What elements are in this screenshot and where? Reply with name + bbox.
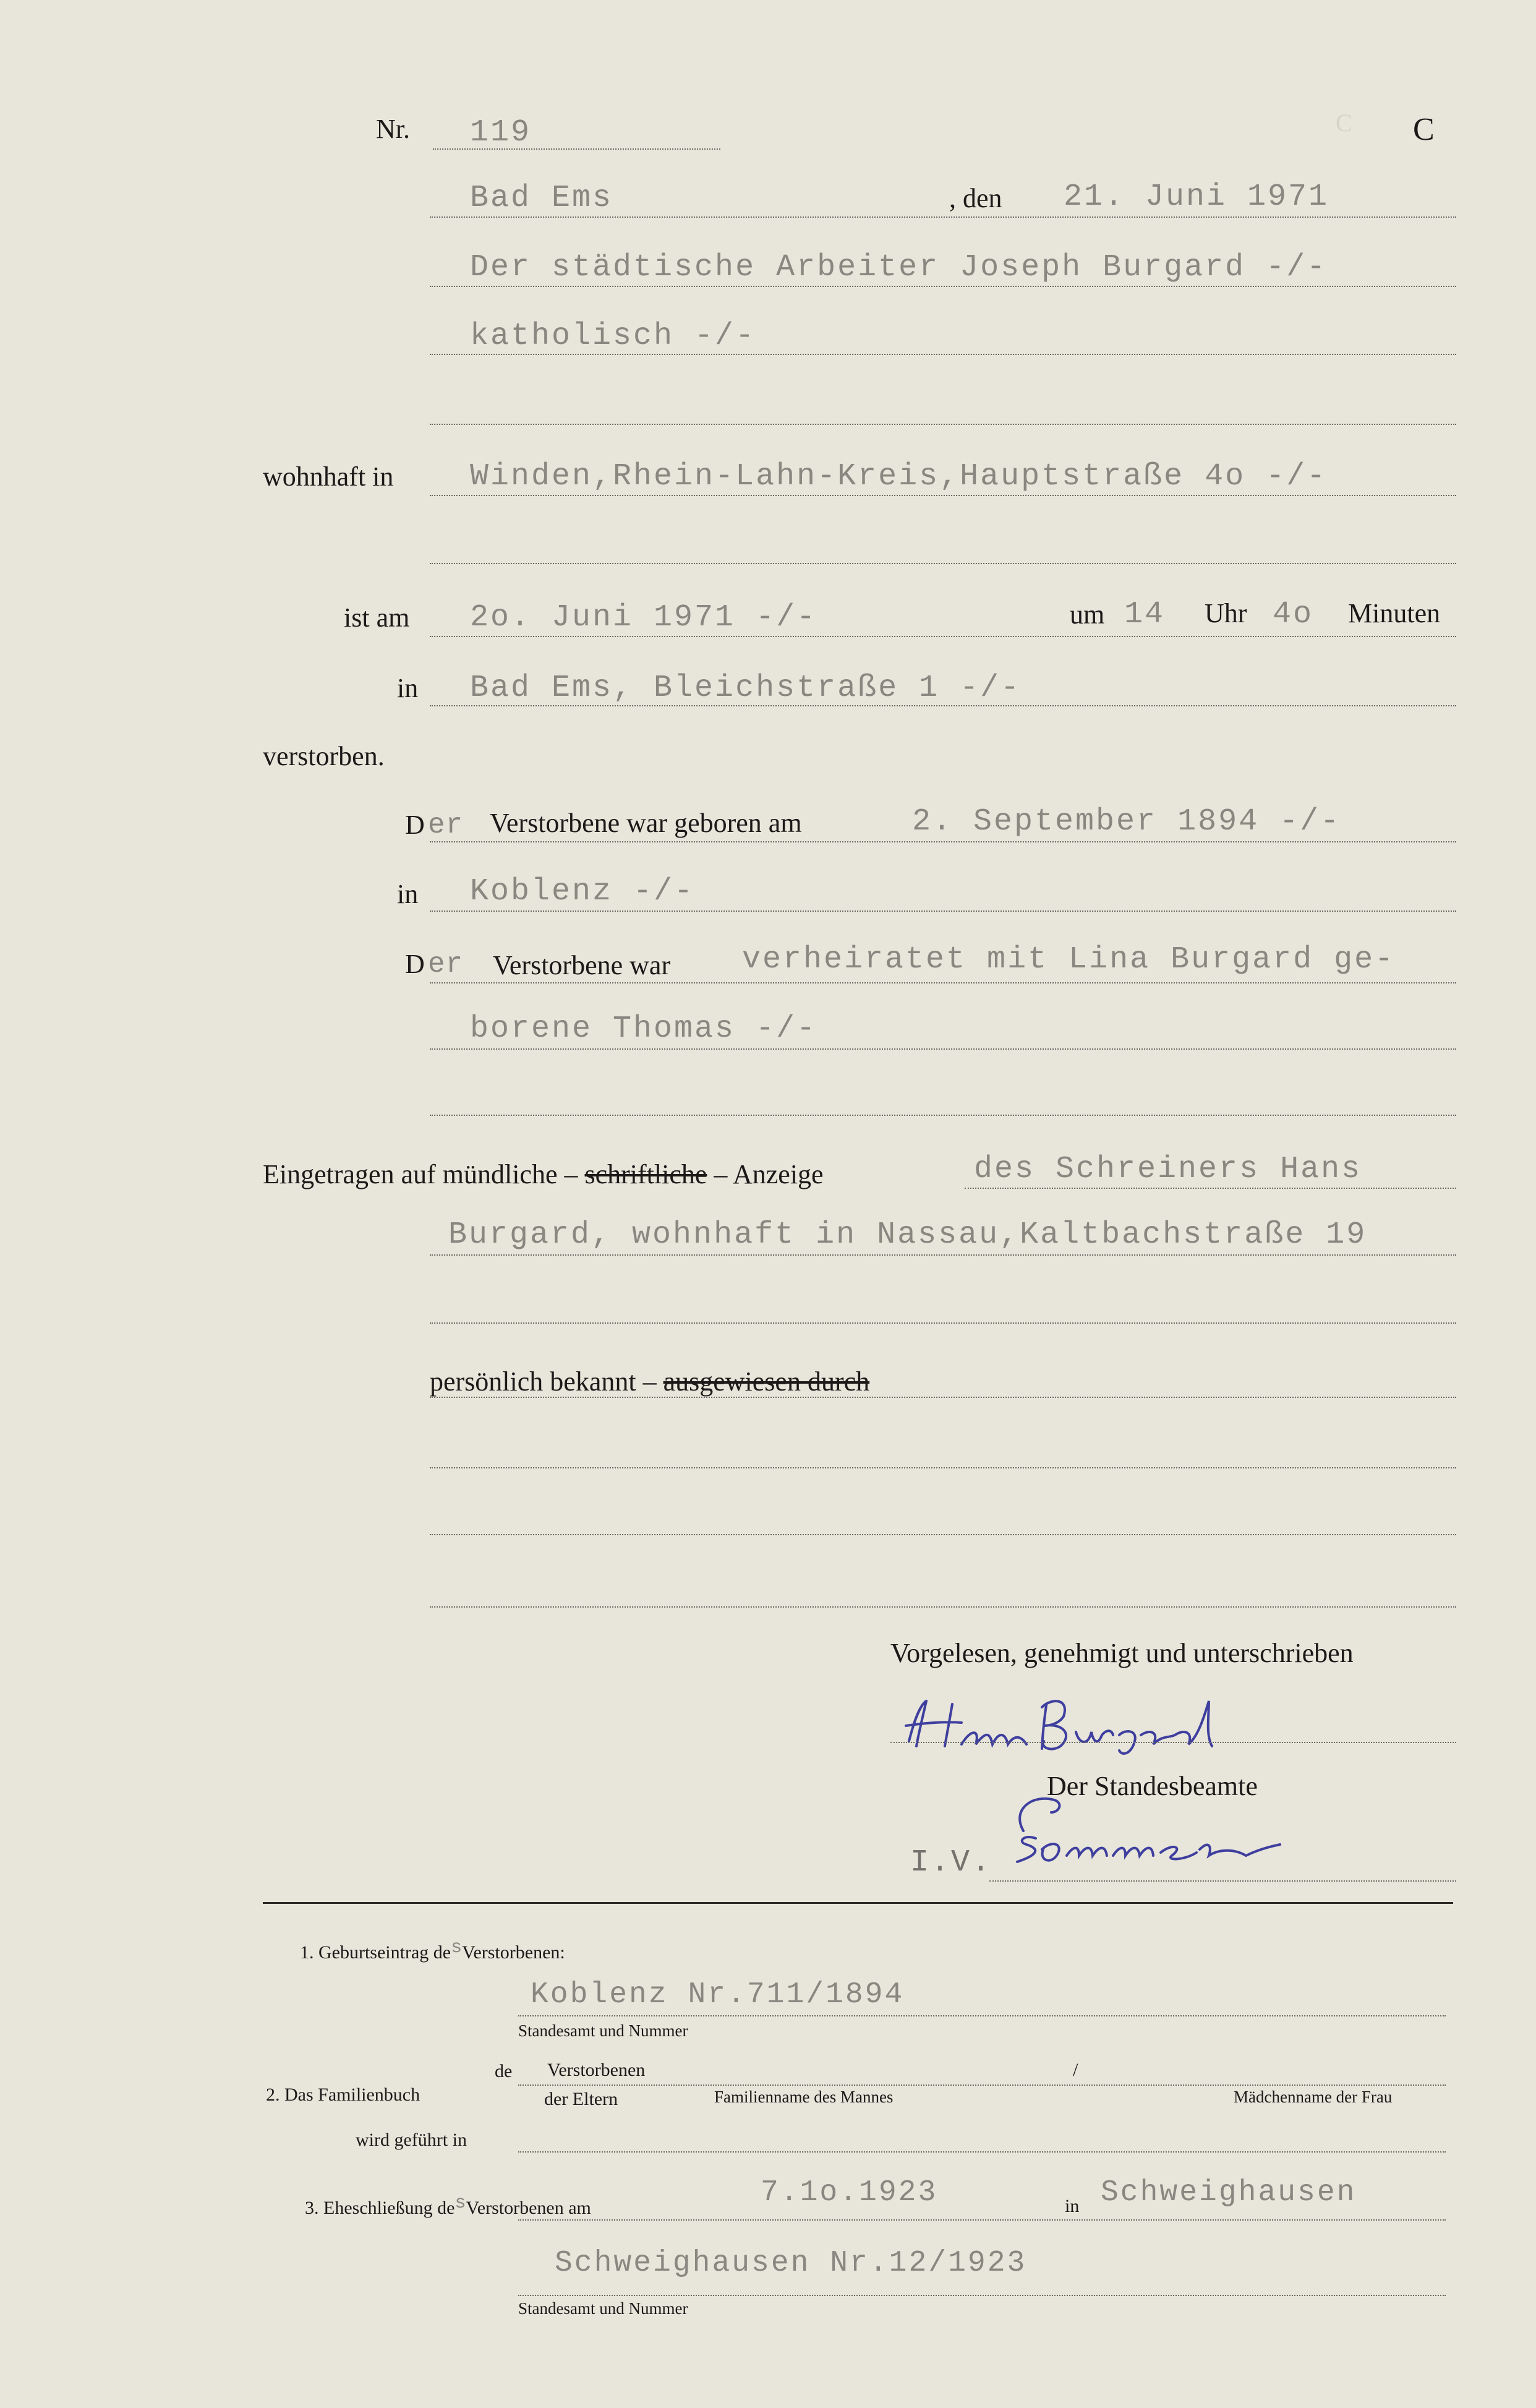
marriage-date: 7.1o.1923 xyxy=(761,2176,938,2209)
read-approved-label: Vorgelesen, genehmigt und unterschrieben xyxy=(890,1638,1354,1668)
registration-line-2-rule xyxy=(430,1254,1456,1256)
birth-entry-rule xyxy=(518,2015,1446,2016)
birth-entry-caption: Standesamt und Nummer xyxy=(518,2021,688,2040)
verstorben-label: verstorben. xyxy=(263,741,385,771)
death-hour: 14 xyxy=(1124,597,1166,632)
marital-line-2-rule xyxy=(430,1048,1456,1050)
registrar-label: Der Standesbeamte xyxy=(1047,1771,1258,1801)
section-separator xyxy=(263,1902,1453,1904)
identification-rule xyxy=(430,1397,1456,1398)
signature-hans-burgard xyxy=(903,1692,1249,1760)
registration-struck: schriftliche xyxy=(584,1159,707,1189)
section-3-label xyxy=(305,2193,591,2220)
marriage-register-rule xyxy=(518,2295,1446,2296)
section-1-label xyxy=(300,1937,565,1965)
registration-line-1-rule xyxy=(965,1188,1456,1189)
registration-line-2: Burgard, wohnhaft in Nassau,Kaltbachstraße 19 xyxy=(448,1217,1367,1253)
marriage-date-rule xyxy=(518,2219,1446,2221)
blank-rule xyxy=(430,563,1456,564)
caption-wife: Mädchenname der Frau xyxy=(1234,2088,1393,2106)
birth-label: Verstorbene war geboren am xyxy=(490,808,802,838)
nr-line xyxy=(433,148,720,150)
marriage-register-caption: Standesamt und Nummer xyxy=(518,2299,688,2318)
death-in-label: in xyxy=(397,673,419,703)
section-2-lower: der Eltern xyxy=(544,2089,618,2109)
birth-article-suffix: er xyxy=(428,809,464,841)
section-2-de: de xyxy=(495,2061,513,2081)
um-label: um xyxy=(1070,599,1105,630)
ist-am-label: ist am xyxy=(344,602,410,633)
gefuehrt-label: wird geführt in xyxy=(356,2130,467,2150)
marital-line-1-rule xyxy=(430,982,1456,983)
birth-place-rule xyxy=(430,910,1456,912)
bleed-through-text: C xyxy=(1336,109,1352,137)
section-2-upper: Verstorbenen xyxy=(547,2060,646,2080)
section-3-label-a: 3. Eheschließung de xyxy=(305,2198,455,2218)
registration-prefix: Eingetragen auf mündliche – xyxy=(263,1159,578,1189)
place-date-line xyxy=(430,216,1456,218)
birth-entry-value: Koblenz Nr.711/1894 xyxy=(531,1978,905,2012)
birth-d-prefix: D xyxy=(405,810,425,840)
signature-1-rule xyxy=(890,1742,1456,1743)
den-label: , den xyxy=(949,183,1002,213)
birth-date: 2. September 1894 -/- xyxy=(912,804,1341,839)
section-1-label-s: s xyxy=(451,1937,463,1958)
minuten-label: Minuten xyxy=(1348,598,1441,628)
death-place: Bad Ems, Bleichstraße 1 -/- xyxy=(470,671,1022,706)
blank-rule xyxy=(430,1115,1456,1116)
corner-letter: C xyxy=(1413,112,1435,147)
blank-rule xyxy=(430,424,1456,425)
nr-label: Nr. xyxy=(376,114,410,144)
uhr-label: Uhr xyxy=(1205,598,1247,628)
gefuehrt-rule xyxy=(518,2151,1446,2153)
marital-label: Verstorbene war xyxy=(493,950,671,980)
signature-1-text xyxy=(907,1709,910,1710)
caption-husband: Familienname des Mannes xyxy=(714,2088,894,2106)
section-3-label-s: s xyxy=(454,2193,466,2214)
nr-value: 119 xyxy=(470,115,532,150)
section-1-label-a: 1. Geburtseintrag de xyxy=(300,1942,451,1963)
birth-place: Koblenz -/- xyxy=(470,874,695,909)
family-book-rule xyxy=(518,2085,1446,2086)
date-value: 21. Juni 1971 xyxy=(1064,179,1329,215)
signature-2-text xyxy=(1051,1849,1053,1850)
signature-registrar xyxy=(999,1788,1394,1880)
section-1-label-b: Verstorbenen: xyxy=(462,1942,565,1963)
blank-rule xyxy=(430,1467,1456,1468)
deceased-line-1: Der städtische Arbeiter Joseph Burgard -/- xyxy=(470,250,1328,285)
registration-suffix: – Anzeige xyxy=(714,1159,824,1189)
place-value: Bad Ems xyxy=(470,181,613,216)
blank-rule xyxy=(430,1322,1456,1324)
identification-prefix: persönlich bekannt – xyxy=(430,1366,657,1397)
marriage-register: Schweighausen Nr.12/1923 xyxy=(555,2247,1027,2280)
residence-value: Winden,Rhein-Lahn-Kreis,Hauptstraße 4o -/- xyxy=(470,459,1328,494)
registration-line-1: des Schreiners Hans xyxy=(974,1152,1362,1187)
deceased-line-2-rule xyxy=(430,354,1456,355)
deceased-line-2: katholisch -/- xyxy=(470,319,756,354)
marital-article-suffix: er xyxy=(428,948,464,980)
marriage-place: Schweighausen xyxy=(1101,2176,1357,2209)
marriage-in-label: in xyxy=(1065,2196,1080,2216)
death-place-rule xyxy=(430,705,1456,706)
registration-label xyxy=(263,1159,824,1190)
birth-date-rule xyxy=(430,841,1456,842)
death-date: 2o. Juni 1971 -/- xyxy=(470,600,817,635)
signature-2-rule xyxy=(989,1880,1456,1882)
identification-struck: ausgewiesen durch xyxy=(663,1366,870,1397)
bleed-through-text xyxy=(0,1648,111,1667)
iv-label: I.V. xyxy=(910,1845,992,1880)
birth-in-label: in xyxy=(397,879,419,909)
section-2-slash: / xyxy=(1073,2060,1078,2080)
identification-label xyxy=(430,1366,869,1397)
residence-rule xyxy=(430,495,1456,496)
marital-line-2: borene Thomas -/- xyxy=(470,1011,817,1047)
blank-rule xyxy=(430,1534,1456,1535)
marital-d-prefix: D xyxy=(405,949,425,979)
marital-line-1: verheiratet mit Lina Burgard ge- xyxy=(742,942,1396,977)
deceased-line-1-rule xyxy=(430,286,1456,287)
residence-label: wohnhaft in xyxy=(263,461,394,492)
death-date-rule xyxy=(430,636,1456,637)
blank-rule xyxy=(430,1606,1456,1608)
death-minutes: 4o xyxy=(1273,597,1314,632)
section-2-label: 2. Das Familienbuch xyxy=(266,2085,420,2105)
section-3-label-b: Verstorbenen am xyxy=(466,2198,591,2218)
